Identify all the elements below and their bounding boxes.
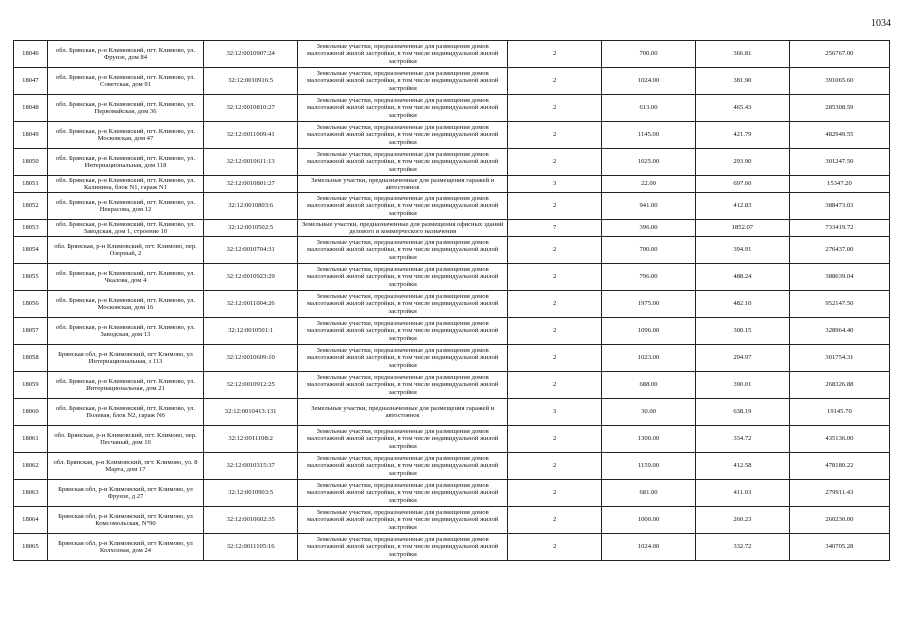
table-row [14,426,890,453]
cell-land-use: Земельные участки, предназначенные для размещения домов малоэтажной жилой застройки, в том числе индивидуальной жилой застройки [298,95,508,122]
page-number: 1034 [871,18,891,29]
cell-land-use: Земельные участки, предназначенные для размещения домов малоэтажной жилой застройки, в том числе индивидуальной жилой застройки [298,426,508,453]
table-row [14,318,890,345]
cell-cadastral-number: 32:12:0010611:13 [204,149,298,176]
cell-cadastral-value: 952147.50 [789,291,889,318]
cell-unit-value: 421.79 [695,122,789,149]
cell-record-id: 18061 [14,426,48,453]
cell-unit-value: 482.10 [695,291,789,318]
cell-group: 2 [508,95,602,122]
cell-address: обл. Брянская, р-н Климовский, пгт. Климово, ул. Заводская, дом 13 [47,318,203,345]
cell-cadastral-value: 435136.00 [789,426,889,453]
cell-record-id: 18057 [14,318,48,345]
cell-land-use: Земельные участки, предназначенные для размещения домов малоэтажной жилой застройки, в том числе индивидуальной жилой застройки [298,453,508,480]
cell-record-id: 18063 [14,480,48,507]
cell-record-id: 18049 [14,122,48,149]
cell-address: обл. Брянская, р-н Климовский, пгт. Климово, ул. Полевая, блок N2, гараж N6 [47,399,203,426]
table-row [14,220,890,237]
table-row [14,507,890,534]
cell-unit-value: 366.81 [695,41,789,68]
cell-cadastral-number: 32:12:0010912:25 [204,372,298,399]
cell-cadastral-value: 301247.50 [789,149,889,176]
cell-unit-value: 381.90 [695,68,789,95]
cell-cadastral-value: 256767.00 [789,41,889,68]
cell-unit-value: 334.72 [695,426,789,453]
cell-cadastral-value: 733419.72 [789,220,889,237]
cell-cadastral-value: 328964.40 [789,318,889,345]
cell-cadastral-number: 32:12:0010907:24 [204,41,298,68]
cell-land-use: Земельные участки, предназначенные для размещения офисных зданий делового и коммерческого назначения [298,220,508,237]
cell-record-id: 18046 [14,41,48,68]
cell-cadastral-value: 15347.20 [789,176,889,193]
cell-address: обл. Брянская, р-н Климовский, пгт. Климово, ул. Интернациональная, дом 21 [47,372,203,399]
cell-area: 941.00 [602,193,696,220]
cell-area: 396.00 [602,220,696,237]
cell-cadastral-value: 391065.60 [789,68,889,95]
cell-unit-value: 293.90 [695,149,789,176]
cell-record-id: 18055 [14,264,48,291]
cell-address: обл. Брянская, р-н Климовский, пгт. Климово, ул. Советская, дом 91 [47,68,203,95]
cell-group: 2 [508,149,602,176]
cell-area: 688.00 [602,372,696,399]
cell-area: 700.00 [602,237,696,264]
cell-cadastral-value: 279911.43 [789,480,889,507]
cell-address: обл. Брянская, р-н Климовский, пгт. Климово, ул. Интернациональная, дом 118 [47,149,203,176]
cell-group: 2 [508,193,602,220]
cell-group: 2 [508,41,602,68]
cell-area: 1025.00 [602,149,696,176]
table-body [14,41,890,561]
cell-cadastral-number: 32:12:0010916:5 [204,68,298,95]
cell-unit-value: 638.19 [695,399,789,426]
cell-land-use: Земельные участки, предназначенные для размещения домов малоэтажной жилой застройки, в том числе индивидуальной жилой застройки [298,237,508,264]
cell-record-id: 18064 [14,507,48,534]
cell-address: обл. Брянская, р-н Климовский, пгт. Климово, ул. Некрасова, дом 12 [47,193,203,220]
cell-address: обл. Брянская, р-н Климовский, пгт. Климово, ул. Чкалова, дом 4 [47,264,203,291]
cell-record-id: 18065 [14,534,48,561]
cell-cadastral-value: 482949.55 [789,122,889,149]
cell-unit-value: 412.83 [695,193,789,220]
cell-record-id: 18054 [14,237,48,264]
cell-address: обл. Брянская, р-н Климовский, пгт. Климово, ул. Фрунзе, дом 84 [47,41,203,68]
cell-area: 1159.00 [602,453,696,480]
cell-record-id: 18058 [14,345,48,372]
cell-record-id: 18060 [14,399,48,426]
table-row [14,480,890,507]
cell-land-use: Земельные участки, предназначенные для размещения домов малоэтажной жилой застройки, в том числе индивидуальной жилой застройки [298,534,508,561]
cell-land-use: Земельные участки, предназначенные для размещения домов малоэтажной жилой застройки, в том числе индивидуальной жилой застройки [298,318,508,345]
cell-group: 7 [508,220,602,237]
cell-group: 2 [508,372,602,399]
cell-land-use: Земельные участки, предназначенные для размещения домов малоэтажной жилой застройки, в том числе индивидуальной жилой застройки [298,149,508,176]
cell-unit-value: 294.97 [695,345,789,372]
cell-unit-value: 488.24 [695,264,789,291]
table-row [14,237,890,264]
cell-address: Брянская обл, р-н Климовский, пгт Климово, ул Комсомольская, N°90 [47,507,203,534]
cell-record-id: 18052 [14,193,48,220]
cell-area: 30.00 [602,399,696,426]
cell-land-use: Земельные участки, предназначенные для размещения домов малоэтажной жилой застройки, в том числе индивидуальной жилой застройки [298,68,508,95]
cell-record-id: 18056 [14,291,48,318]
cell-address: обл. Брянская, р-н Климовский, пгт. Климово, пер. Озерный, 2 [47,237,203,264]
table-row [14,95,890,122]
cell-cadastral-value: 340705.28 [789,534,889,561]
cell-record-id: 18059 [14,372,48,399]
cell-group: 2 [508,480,602,507]
cell-area: 1024.00 [602,534,696,561]
cell-area: 796.00 [602,264,696,291]
cell-area: 681.00 [602,480,696,507]
cell-cadastral-number: 32:12:0010413:131 [204,399,298,426]
cell-unit-value: 390.01 [695,372,789,399]
cell-land-use: Земельные участки, предназначенные для размещения гаражей и автостоянок [298,176,508,193]
cell-land-use: Земельные участки, предназначенные для размещения домов малоэтажной жилой застройки, в том числе индивидуальной жилой застройки [298,480,508,507]
cell-area: 700.00 [602,41,696,68]
cell-group: 2 [508,264,602,291]
cell-area: 1096.00 [602,318,696,345]
cell-land-use: Земельные участки, предназначенные для размещения домов малоэтажной жилой застройки, в том числе индивидуальной жилой застройки [298,291,508,318]
cell-group: 3 [508,176,602,193]
cell-cadastral-value: 260230.00 [789,507,889,534]
cell-cadastral-number: 32:12:0010923:29 [204,264,298,291]
cell-address: обл. Брянская, р-н Климовский, пгт. Климово, ул. Первомайская, дом 36 [47,95,203,122]
cell-address: обл. Брянская, р-н Климовский, пгт. Климово, ул. Калинина, блок N1, гараж N1 [47,176,203,193]
cell-unit-value: 300.15 [695,318,789,345]
table-row [14,193,890,220]
cell-cadastral-value: 478180.22 [789,453,889,480]
cell-area: 1145.00 [602,122,696,149]
cell-cadastral-number: 32:12:0011105:16 [204,534,298,561]
cell-land-use: Земельные участки, предназначенные для размещения домов малоэтажной жилой застройки, в том числе индивидуальной жилой застройки [298,41,508,68]
cell-cadastral-value: 388639.04 [789,264,889,291]
cell-land-use: Земельные участки, предназначенные для размещения домов малоэтажной жилой застройки, в том числе индивидуальной жилой застройки [298,122,508,149]
cell-cadastral-number: 32:12:0010903:5 [204,480,298,507]
cell-group: 2 [508,507,602,534]
cell-cadastral-value: 301754.31 [789,345,889,372]
cell-unit-value: 697.60 [695,176,789,193]
cell-area: 1023.00 [602,345,696,372]
cell-land-use: Земельные участки, предназначенные для размещения гаражей и автостоянок [298,399,508,426]
cell-group: 2 [508,68,602,95]
cell-area: 613.00 [602,95,696,122]
cell-cadastral-value: 285308.59 [789,95,889,122]
table-row [14,372,890,399]
cell-record-id: 18051 [14,176,48,193]
cell-group: 2 [508,345,602,372]
cell-cadastral-value: 388473.03 [789,193,889,220]
cell-cadastral-number: 32:12:0010704:31 [204,237,298,264]
cell-land-use: Земельные участки, предназначенные для размещения домов малоэтажной жилой застройки, в том числе индивидуальной жилой застройки [298,193,508,220]
cell-unit-value: 1852.07 [695,220,789,237]
table-row [14,68,890,95]
cell-cadastral-number: 32:12:0010803:6 [204,193,298,220]
cell-record-id: 18047 [14,68,48,95]
cell-group: 2 [508,534,602,561]
cell-record-id: 18062 [14,453,48,480]
cell-cadastral-number: 32:12:0011009:41 [204,122,298,149]
cell-land-use: Земельные участки, предназначенные для размещения домов малоэтажной жилой застройки, в том числе индивидуальной жилой застройки [298,345,508,372]
cell-unit-value: 332.72 [695,534,789,561]
cell-unit-value: 394.91 [695,237,789,264]
cell-unit-value: 260.23 [695,507,789,534]
cell-group: 2 [508,237,602,264]
cell-land-use: Земельные участки, предназначенные для размещения домов малоэтажной жилой застройки, в том числе индивидуальной жилой застройки [298,372,508,399]
cell-cadastral-number: 32:12:0011004:26 [204,291,298,318]
land-registry-table [13,40,890,561]
cell-group: 2 [508,453,602,480]
cell-cadastral-value: 276437.00 [789,237,889,264]
cell-cadastral-number: 32:12:0010810:27 [204,95,298,122]
cell-record-id: 18048 [14,95,48,122]
table-row [14,149,890,176]
table-row [14,122,890,149]
cell-address: обл. Брянская, р-н Климовский, пгт. Климово, ул. Заводская, дом 1, строение 10 [47,220,203,237]
cell-area: 1000.00 [602,507,696,534]
cell-unit-value: 411.03 [695,480,789,507]
cell-cadastral-value: 268326.88 [789,372,889,399]
cell-record-id: 18050 [14,149,48,176]
cell-group: 2 [508,426,602,453]
cell-cadastral-number: 32:12:0010609:10 [204,345,298,372]
table-row [14,41,890,68]
table-row [14,345,890,372]
table-row [14,534,890,561]
cell-group: 2 [508,291,602,318]
cell-cadastral-value: 19145.70 [789,399,889,426]
cell-unit-value: 412.58 [695,453,789,480]
cell-group: 3 [508,399,602,426]
table-row [14,453,890,480]
cell-cadastral-number: 32:12:0010801:27 [204,176,298,193]
cell-group: 2 [508,122,602,149]
cell-area: 1975.00 [602,291,696,318]
cell-land-use: Земельные участки, предназначенные для размещения домов малоэтажной жилой застройки, в том числе индивидуальной жилой застройки [298,507,508,534]
cell-address: Брянская обл, р-н Климовский, пгт Климово, ул Интернациональная, з 113 [47,345,203,372]
table-row [14,399,890,426]
cell-area: 1024.00 [602,68,696,95]
cell-address: обл. Брянская, р-н Климовский, пгт. Климово, ул. 8 Марта, дом 17 [47,453,203,480]
cell-area: 22.00 [602,176,696,193]
table-row [14,176,890,193]
cell-cadastral-number: 32:12:0011108:2 [204,426,298,453]
cell-address: Брянская обл, р-н Климовский, пгт Климово, ул Колхозная, дом 24 [47,534,203,561]
cell-area: 1300.00 [602,426,696,453]
cell-address: Брянская обл, р-н Климовский, пгт Климово, ул Фрунзе, д 27 [47,480,203,507]
cell-record-id: 18053 [14,220,48,237]
cell-unit-value: 465.43 [695,95,789,122]
cell-cadastral-number: 32:12:0010502:5 [204,220,298,237]
table-row [14,264,890,291]
cell-land-use: Земельные участки, предназначенные для размещения домов малоэтажной жилой застройки, в том числе индивидуальной жилой застройки [298,264,508,291]
cell-cadastral-number: 32:12:0010501:1 [204,318,298,345]
cell-cadastral-number: 32:12:0010602:35 [204,507,298,534]
cell-address: обл. Брянская, р-н Климовский, пгт. Климово, пер. Песчаный, дом 10 [47,426,203,453]
table-row [14,291,890,318]
cell-address: обл. Брянская, р-н Климовский, пгт. Климово, ул. Московская, дом 47 [47,122,203,149]
cell-cadastral-number: 32:12:0010315:37 [204,453,298,480]
cell-address: обл. Брянская, р-н Климовский, пгт. Климово, ул. Московская, дом 16 [47,291,203,318]
cell-group: 2 [508,318,602,345]
